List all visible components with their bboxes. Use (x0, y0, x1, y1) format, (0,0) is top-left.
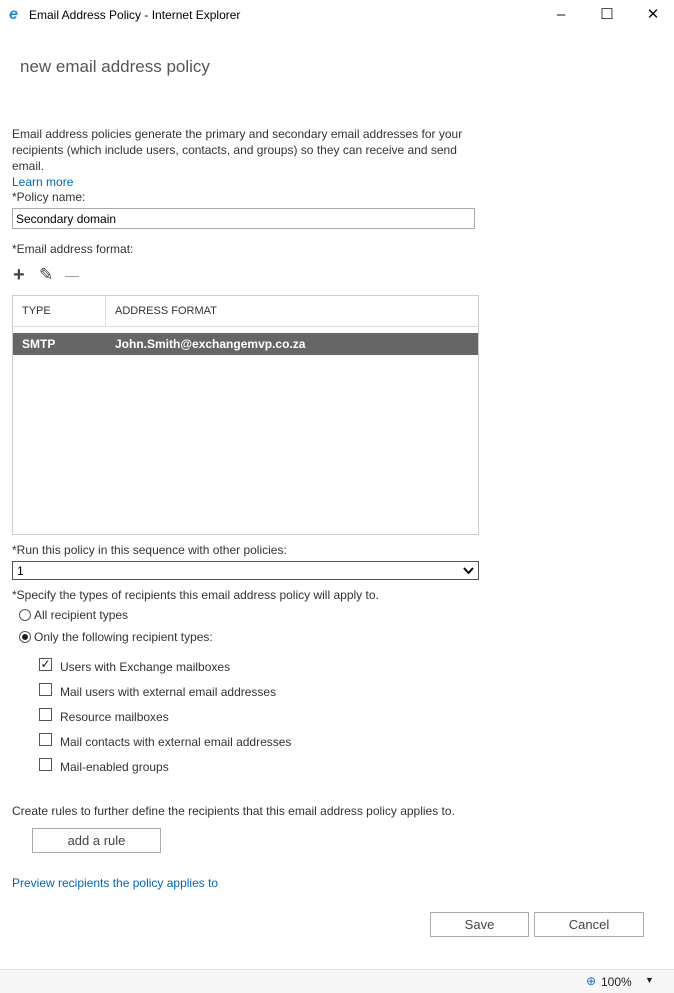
edit-pencil-icon[interactable]: ✎ (39, 265, 54, 284)
checkbox-label: Mail users with external email addresses (60, 685, 277, 699)
row-address-format: John.Smith@exchangemvp.co.za (115, 337, 306, 351)
description-text: Email address policies generate the primary and secondary email addresses for your recipients (which include users, contacts, and groups) so they can receive and send email. (12, 127, 463, 173)
checkbox-users-exchange-mailboxes[interactable]: ✓ (40, 657, 51, 671)
checkbox-mail-contacts[interactable] (39, 733, 52, 746)
sequence-label: *Run this policy in this sequence with other policies: (12, 543, 287, 557)
checkbox-label: Mail contacts with external email addresses (60, 735, 292, 749)
checkbox-label: Resource mailboxes (60, 710, 169, 724)
add-rule-button[interactable]: add a rule (32, 828, 161, 853)
email-format-label: *Email address format: (12, 242, 134, 256)
policy-name-input[interactable]: Secondary domain (12, 208, 475, 229)
internet-explorer-icon: e (9, 6, 18, 23)
column-header-type[interactable]: TYPE (13, 296, 106, 327)
save-button[interactable]: Save (430, 912, 529, 937)
recipients-label: *Specify the types of recipients this email address policy will apply to. (12, 588, 379, 602)
remove-icon[interactable]: — (65, 267, 79, 283)
table-row[interactable] (13, 333, 478, 355)
radio-all-recipients[interactable] (19, 609, 31, 621)
page-title: new email address policy (20, 57, 210, 76)
radio-only-label: Only the following recipient types: (34, 630, 213, 644)
title-bar (0, 0, 674, 30)
radio-only-following[interactable] (19, 631, 31, 643)
status-bar (0, 969, 674, 993)
checkbox-label: Mail-enabled groups (60, 760, 169, 774)
policy-name-label: *Policy name: (12, 190, 86, 204)
add-icon[interactable]: + (13, 264, 25, 286)
zoom-dropdown-icon[interactable]: ▼ (645, 975, 654, 985)
minimize-button[interactable]: – (556, 6, 566, 23)
row-type: SMTP (22, 337, 56, 351)
zoom-magnifier-icon: ⊕ (586, 974, 597, 988)
description (12, 126, 492, 190)
window-title: Email Address Policy - Internet Explorer (29, 8, 241, 22)
checkbox-mail-enabled-groups[interactable] (39, 758, 52, 771)
zoom-level[interactable]: 100% (601, 975, 632, 989)
email-format-table (12, 295, 479, 535)
close-button[interactable]: ✕ (646, 6, 660, 23)
learn-more-link[interactable]: Learn more (12, 175, 74, 189)
cancel-button[interactable]: Cancel (534, 912, 644, 937)
column-header-address-format[interactable]: ADDRESS FORMAT (106, 296, 478, 327)
preview-recipients-link[interactable]: Preview recipients the policy applies to (12, 876, 219, 890)
maximize-button[interactable]: ☐ (600, 6, 614, 23)
chevron-down-icon (463, 567, 474, 574)
checkbox-label: Users with Exchange mailboxes (60, 660, 231, 674)
sequence-select[interactable] (12, 561, 479, 580)
rules-text: Create rules to further define the recipients that this email address policy applies to. (12, 804, 455, 818)
sequence-value: 1 (17, 564, 24, 578)
radio-all-label: All recipient types (34, 608, 129, 622)
checkbox-mail-users[interactable] (39, 683, 52, 696)
checkbox-resource-mailboxes[interactable] (39, 708, 52, 721)
